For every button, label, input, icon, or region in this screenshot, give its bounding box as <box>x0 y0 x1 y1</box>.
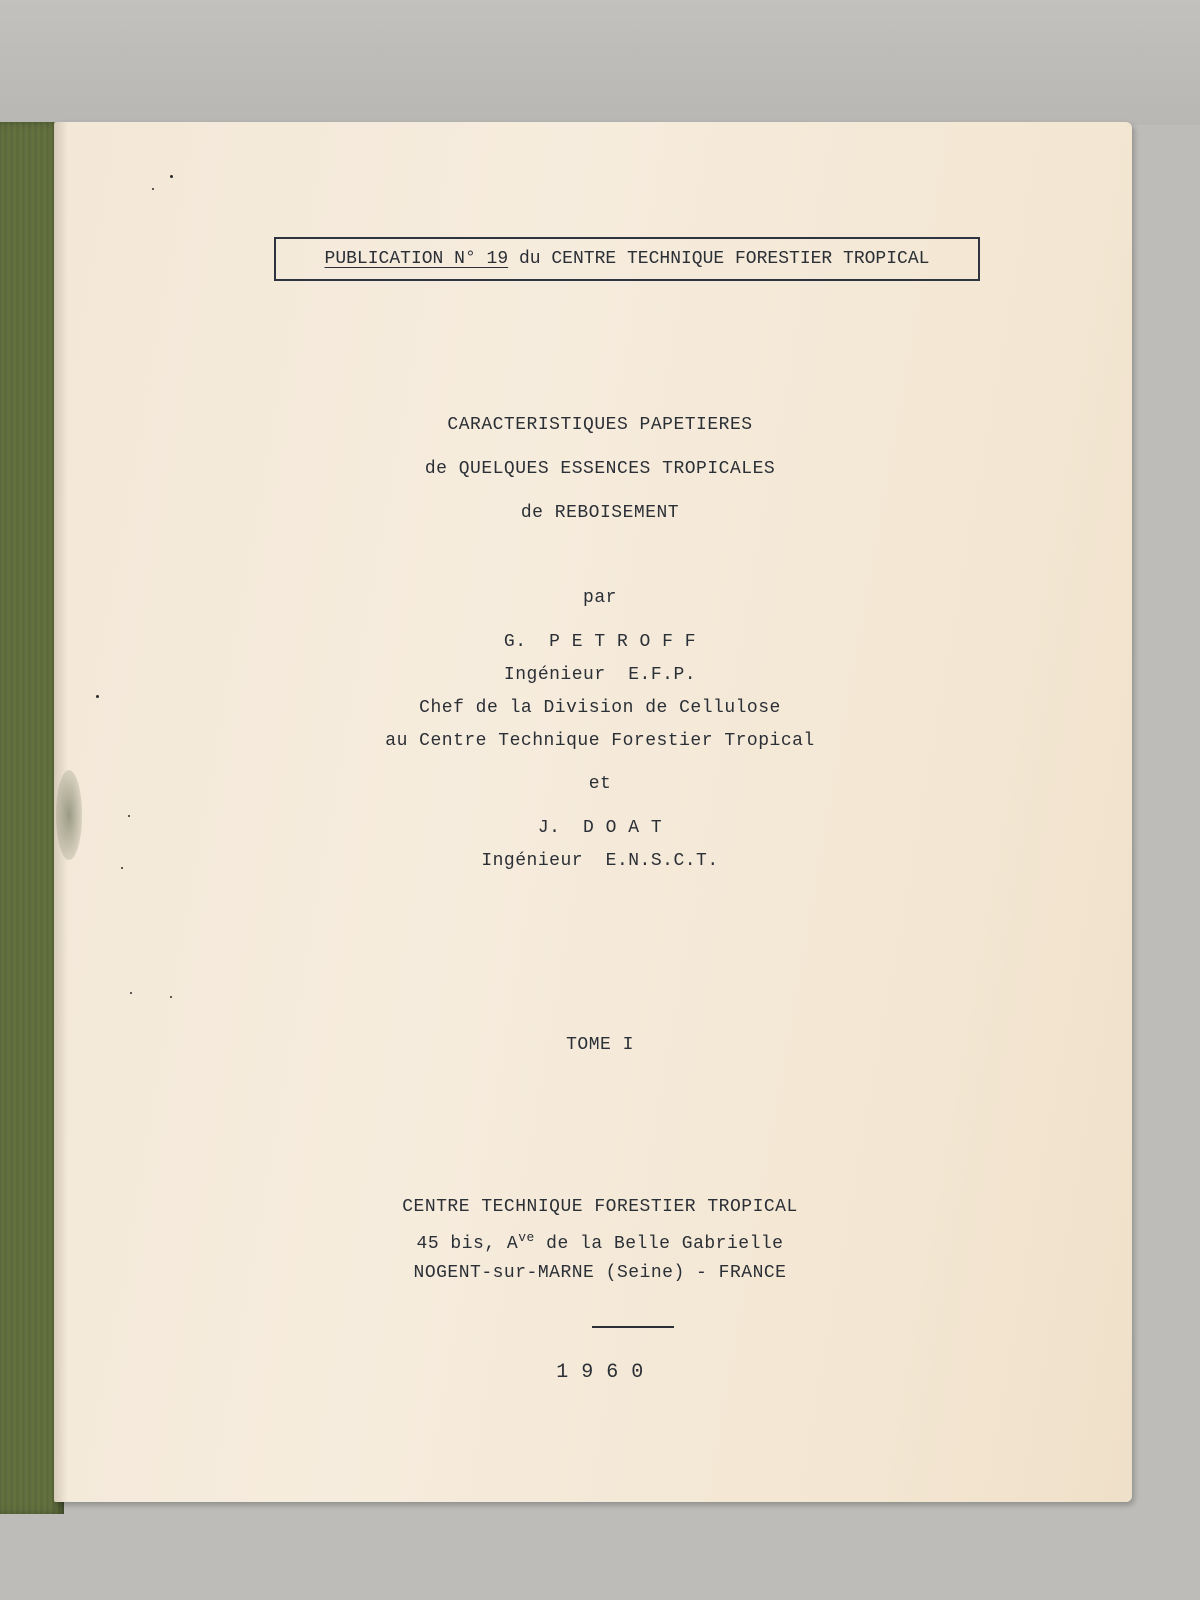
divider-rule <box>592 1326 674 1328</box>
publication-year: 1 9 6 0 <box>556 1361 644 1384</box>
and-label: et <box>588 774 612 794</box>
publisher-city: NOGENT-sur-MARNE (Seine) - FRANCE <box>413 1263 787 1283</box>
author1-name: G. P E T R O F F <box>503 632 697 652</box>
author2-name: J. D O A T <box>537 818 663 838</box>
background-surface <box>0 0 1200 125</box>
title-line-2: de QUELQUES ESSENCES TROPICALES <box>424 459 776 479</box>
ink-speck <box>170 996 172 998</box>
ink-speck <box>152 188 154 190</box>
ink-speck <box>128 815 130 817</box>
by-label: par <box>583 588 617 608</box>
address-post: de la Belle Gabrielle <box>534 1234 784 1254</box>
author2-title: Ingénieur E.N.S.C.T. <box>481 851 719 871</box>
title-line-1: CARACTERISTIQUES PAPETIERES <box>447 415 753 435</box>
author1-role-1: Chef de la Division de Cellulose <box>419 698 781 718</box>
author1-role-2: au Centre Technique Forestier Tropical <box>385 731 815 751</box>
publication-box <box>274 237 980 281</box>
volume-label: TOME I <box>566 1035 634 1055</box>
publication-number: PUBLICATION N° 19 <box>324 249 509 269</box>
title-page <box>54 122 1132 1502</box>
publisher-name: CENTRE TECHNIQUE FORESTIER TROPICAL <box>402 1197 798 1217</box>
address-pre: 45 bis, A <box>416 1234 519 1254</box>
ink-speck <box>130 992 132 994</box>
title-line-3: de REBOISEMENT <box>520 503 680 523</box>
publication-institution: du CENTRE TECHNIQUE FORESTIER TROPICAL <box>508 249 930 269</box>
author1-title: Ingénieur E.F.P. <box>503 665 697 685</box>
ink-speck <box>170 175 173 178</box>
publisher-address <box>0 1230 1200 1254</box>
address-sup: ve <box>518 1230 535 1245</box>
